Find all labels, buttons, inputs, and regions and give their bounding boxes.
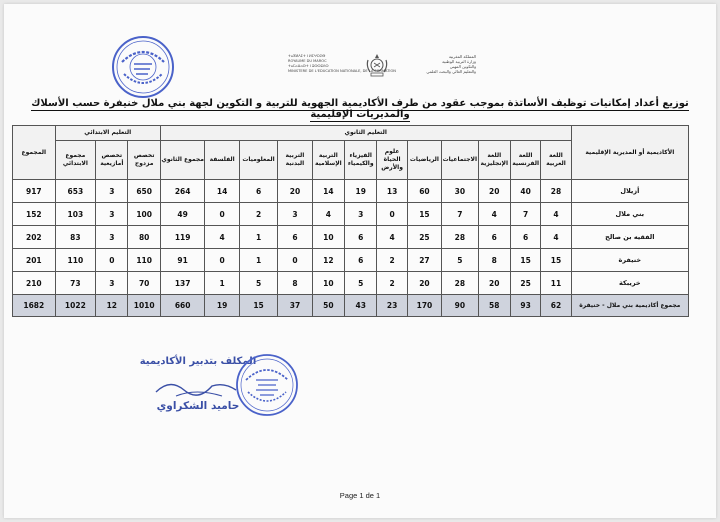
col-header: الاجتماعيات bbox=[442, 141, 478, 180]
row-label: مجموع أكاديمية بني ملال - خنيفرة bbox=[571, 295, 688, 317]
table-cell: 43 bbox=[345, 295, 377, 317]
row-total-cell: 152 bbox=[13, 203, 56, 226]
table-cell: 1010 bbox=[128, 295, 160, 317]
table-cell: 10 bbox=[312, 272, 344, 295]
title-text: توزيع أعداد إمكانيات توظيف الأساتذة بموجب عقود من طرف الأكاديمية الجهوية للتربية و التكوين لجهة بني ملال خنيفرة حسب الأسلاك والمديريات الإقليمية bbox=[31, 98, 689, 120]
table-cell: 3 bbox=[96, 203, 128, 226]
table-cell: 93 bbox=[510, 295, 540, 317]
col-header: الفلسفة bbox=[205, 141, 239, 180]
table-cell: 5 bbox=[239, 272, 277, 295]
table-cell: 62 bbox=[541, 295, 571, 317]
table-cell: 20 bbox=[407, 272, 441, 295]
table-cell: 2 bbox=[377, 272, 407, 295]
table-cell: 6 bbox=[510, 226, 540, 249]
table-cell: 13 bbox=[377, 180, 407, 203]
table-cell: 28 bbox=[442, 272, 478, 295]
table-cell: 14 bbox=[312, 180, 344, 203]
table-cell: 2 bbox=[377, 249, 407, 272]
table-cell: 653 bbox=[55, 180, 95, 203]
table-cell: 110 bbox=[55, 249, 95, 272]
table-cell: 2 bbox=[239, 203, 277, 226]
table-cell: 5 bbox=[345, 272, 377, 295]
table-cell: 4 bbox=[205, 226, 239, 249]
table-cell: 23 bbox=[377, 295, 407, 317]
table-cell: 15 bbox=[239, 295, 277, 317]
table-cell: 15 bbox=[510, 249, 540, 272]
table-cell: 1 bbox=[205, 272, 239, 295]
table-cell: 1 bbox=[239, 226, 277, 249]
table-cell: 12 bbox=[312, 249, 344, 272]
table-cell: 3 bbox=[278, 203, 312, 226]
col-header: التربية الإسلامية bbox=[312, 141, 344, 180]
table-row bbox=[13, 249, 689, 272]
header-line: ⵜⴰⵎⴰⵡⴰⵙⵜ ⵏ ⵓⵙⵙⵓⴷⵙ bbox=[288, 64, 329, 68]
table-cell: 0 bbox=[278, 249, 312, 272]
table-cell: 660 bbox=[160, 295, 205, 317]
col-header: تخصص أمازيغية bbox=[96, 141, 128, 180]
table-cell: 28 bbox=[541, 180, 571, 203]
ministry-header-arabic bbox=[416, 54, 476, 74]
table-cell: 30 bbox=[442, 180, 478, 203]
official-stamp-icon bbox=[110, 34, 176, 100]
col-header: اللغة الفرنسية bbox=[510, 141, 540, 180]
table-row bbox=[13, 272, 689, 295]
table-cell: 20 bbox=[478, 180, 510, 203]
row-label: بني ملال bbox=[571, 203, 688, 226]
table-cell: 40 bbox=[510, 180, 540, 203]
col-header: التربية البدنية bbox=[278, 141, 312, 180]
table-cell: 137 bbox=[160, 272, 205, 295]
table-cell: 27 bbox=[407, 249, 441, 272]
row-total-cell: 210 bbox=[13, 272, 56, 295]
page-footer: Page 1 de 1 bbox=[339, 491, 381, 500]
table-cell: 91 bbox=[160, 249, 205, 272]
table-cell: 73 bbox=[55, 272, 95, 295]
table-cell: 6 bbox=[345, 249, 377, 272]
table-cell: 170 bbox=[407, 295, 441, 317]
col-header: الرياضيات bbox=[407, 141, 441, 180]
table-cell: 20 bbox=[278, 180, 312, 203]
table-cell: 6 bbox=[478, 226, 510, 249]
table-cell: 4 bbox=[377, 226, 407, 249]
table-cell: 6 bbox=[345, 226, 377, 249]
col-header-total: المجموع bbox=[13, 126, 56, 180]
table-cell: 4 bbox=[478, 203, 510, 226]
row-label: الفقيه بن صالح bbox=[571, 226, 688, 249]
header-line: ROYAUME DU MAROC bbox=[288, 59, 327, 63]
header-line: المملكة المغربية bbox=[448, 54, 476, 59]
table-cell: 0 bbox=[205, 203, 239, 226]
table-cell: 28 bbox=[442, 226, 478, 249]
row-label: خريبكة bbox=[571, 272, 688, 295]
table-row bbox=[13, 203, 689, 226]
table-cell: 8 bbox=[478, 249, 510, 272]
table-cell: 6 bbox=[278, 226, 312, 249]
col-header: علوم الحياة والأرض bbox=[377, 141, 407, 180]
table-cell: 70 bbox=[128, 272, 160, 295]
header-line: والتكوين المهني bbox=[449, 64, 476, 69]
row-label: أزيلال bbox=[571, 180, 688, 203]
table-cell: 100 bbox=[128, 203, 160, 226]
table-cell: 49 bbox=[160, 203, 205, 226]
col-header: الفيزياء والكيمياء bbox=[345, 141, 377, 180]
table-cell: 5 bbox=[442, 249, 478, 272]
table-cell: 0 bbox=[96, 249, 128, 272]
table-cell: 58 bbox=[478, 295, 510, 317]
table-cell: 83 bbox=[55, 226, 95, 249]
group-header-primary: التعليم الابتدائي bbox=[55, 126, 160, 141]
table-cell: 50 bbox=[312, 295, 344, 317]
table-cell: 4 bbox=[541, 203, 571, 226]
table-cell: 110 bbox=[128, 249, 160, 272]
row-total-cell: 202 bbox=[13, 226, 56, 249]
official-stamp-icon bbox=[234, 352, 300, 418]
col-header: مجموع الابتدائي bbox=[55, 141, 95, 180]
table-cell: 4 bbox=[541, 226, 571, 249]
col-header: المعلوميات bbox=[239, 141, 277, 180]
col-header: تخصص مزدوج bbox=[128, 141, 160, 180]
table-cell: 90 bbox=[442, 295, 478, 317]
table-row bbox=[13, 226, 689, 249]
document-page bbox=[4, 4, 716, 518]
table-cell: 80 bbox=[128, 226, 160, 249]
table-cell: 19 bbox=[205, 295, 239, 317]
table-cell: 7 bbox=[510, 203, 540, 226]
table-cell: 0 bbox=[205, 249, 239, 272]
table-cell: 15 bbox=[407, 203, 441, 226]
table-cell: 25 bbox=[407, 226, 441, 249]
table-cell: 3 bbox=[96, 180, 128, 203]
table-cell: 37 bbox=[278, 295, 312, 317]
group-header-secondary: التعليم الثانوي bbox=[160, 126, 571, 141]
table-group-header bbox=[13, 126, 689, 141]
table-cell: 103 bbox=[55, 203, 95, 226]
table-cell: 1 bbox=[239, 249, 277, 272]
recruitment-table bbox=[12, 125, 689, 317]
row-label: خنيفرة bbox=[571, 249, 688, 272]
table-cell: 650 bbox=[128, 180, 160, 203]
table-cell: 3 bbox=[96, 226, 128, 249]
table-cell: 3 bbox=[345, 203, 377, 226]
table-cell: 19 bbox=[345, 180, 377, 203]
table-cell: 1022 bbox=[55, 295, 95, 317]
signatory-name: حاميد الشكراوي bbox=[156, 400, 240, 412]
row-total-cell: 917 bbox=[13, 180, 56, 203]
table-cell: 20 bbox=[478, 272, 510, 295]
col-header: مجموع الثانوي bbox=[160, 141, 205, 180]
royal-emblem-icon bbox=[362, 50, 392, 80]
table-cell: 4 bbox=[312, 203, 344, 226]
header-line: MINISTERE DE L'EDUCATION NATIONALE, DE LA FORMATION bbox=[288, 69, 396, 73]
header-line: وزارة التربية الوطنية bbox=[442, 59, 476, 64]
table-cell: 15 bbox=[541, 249, 571, 272]
signatory-role: المكلف بتدبير الأكاديمية bbox=[139, 356, 257, 367]
row-total-cell: 1682 bbox=[13, 295, 56, 317]
table-cell: 60 bbox=[407, 180, 441, 203]
table-cell: 10 bbox=[312, 226, 344, 249]
table-cell: 25 bbox=[510, 272, 540, 295]
table-cell: 264 bbox=[160, 180, 205, 203]
table-cell: 3 bbox=[96, 272, 128, 295]
col-header: اللغة الإنجليزية bbox=[478, 141, 510, 180]
row-total-cell: 201 bbox=[13, 249, 56, 272]
table-cell: 11 bbox=[541, 272, 571, 295]
table-cell: 7 bbox=[442, 203, 478, 226]
header-line: والتعليم العالي والبحث العلمي bbox=[426, 69, 476, 74]
col-header-academy: الأكاديمية أو المديرية الإقليمية bbox=[571, 126, 688, 180]
table-cell: 6 bbox=[239, 180, 277, 203]
ministry-header-latin bbox=[288, 54, 396, 74]
table-cell: 8 bbox=[278, 272, 312, 295]
col-header: اللغة العربية bbox=[541, 141, 571, 180]
table-cell: 0 bbox=[377, 203, 407, 226]
table-cell: 119 bbox=[160, 226, 205, 249]
header-line: ⵜⴰⴳⵍⴷⵉⵜ ⵏ ⵍⵎⵖⵔⵉⴱ bbox=[288, 54, 326, 58]
table-total-row bbox=[13, 295, 689, 317]
table-cell: 12 bbox=[96, 295, 128, 317]
table-cell: 14 bbox=[205, 180, 239, 203]
table-row bbox=[13, 180, 689, 203]
document-title bbox=[4, 98, 716, 120]
